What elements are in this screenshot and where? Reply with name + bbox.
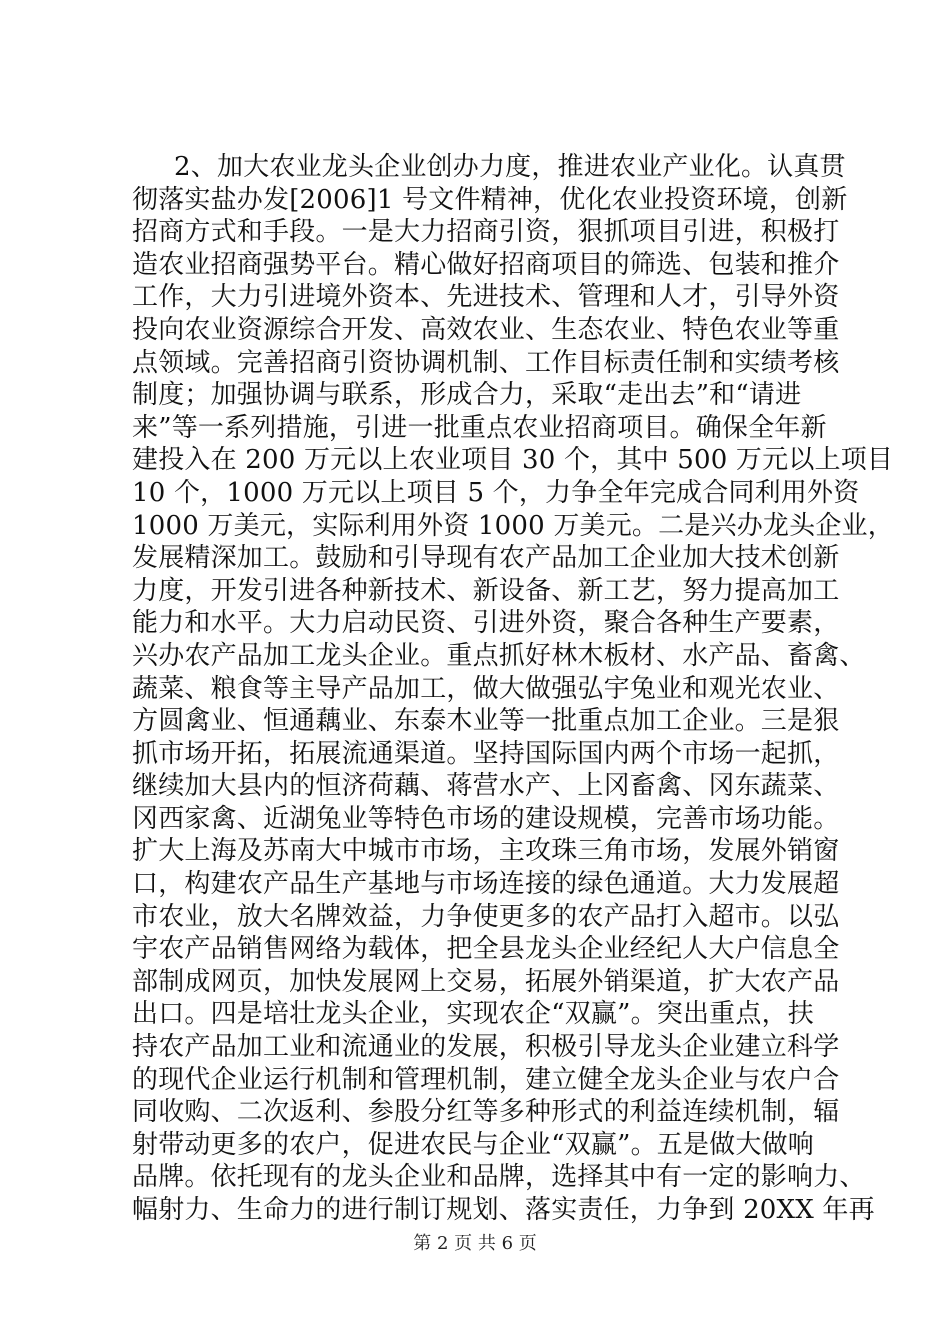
text-line: 同收购、二次返利、参股分红等多种形式的利益连续机制，辐 (132, 1097, 840, 1128)
text-line: 造农业招商强势平台。精心做好招商项目的筛选、包装和推介 (132, 249, 840, 280)
text-line: 的现代企业运行机制和管理机制，建立健全龙头企业与农户合 (132, 1064, 840, 1095)
text-line: 继续加大县内的恒济荷藕、蒋营水产、上冈畜禽、冈东蔬菜、 (132, 771, 840, 802)
body-paragraph (132, 151, 894, 1227)
text-line: 持农产品加工业和流通业的发展，积极引导龙头企业建立科学 (132, 1032, 840, 1063)
text-line: 蔬菜、粮食等主导产品加工，做大做强弘宇兔业和观光农业、 (132, 673, 840, 704)
text-line: 市农业，放大名牌效益，力争使更多的农产品打入超市。以弘 (132, 901, 840, 932)
page-footer: 第 2 页 共 6 页 (413, 1233, 537, 1254)
text-line: 招商方式和手段。一是大力招商引资，狠抓项目引进，积极打 (132, 217, 840, 248)
text-line: 点领域。完善招商引资协调机制、工作目标责任制和实绩考核 (132, 347, 840, 378)
text-line: 品牌。依托现有的龙头企业和品牌，选择其中有一定的影响力、 (132, 1162, 866, 1193)
text-line: 工作，大力引进境外资本、先进技术、管理和人才，引导外资 (132, 282, 840, 313)
text-line: 口，构建农产品生产基地与市场连接的绿色通道。大力发展超 (132, 869, 840, 900)
text-line: 宇农产品销售网络为载体，把全县龙头企业经纪人大户信息全 (132, 934, 840, 965)
text-line: 建投入在 200 万元以上农业项目 30 个，其中 500 万元以上项目 (132, 445, 894, 476)
text-line: 兴办农产品加工龙头企业。重点抓好林木板材、水产品、畜禽、 (132, 640, 866, 671)
text-line: 冈西家禽、近湖兔业等特色市场的建设规模，完善市场功能。 (132, 803, 840, 834)
text-line: 彻落实盐办发[2006]1 号文件精神，优化农业投资环境，创新 (132, 184, 848, 215)
text-line: 部制成网页，加快发展网上交易，拓展外销渠道，扩大农产品 (132, 966, 840, 997)
text-line: 幅射力、生命力的进行制订规划、落实责任，力争到 20XX 年再 (132, 1195, 875, 1225)
text-line: 来”等一系列措施，引进一批重点农业招商项目。确保全年新 (132, 412, 827, 443)
text-line: 射带动更多的农户，促进农民与企业“双赢”。五是做大做响 (132, 1129, 814, 1160)
text-line: 制度；加强协调与联系，形成合力，采取“走出去”和“请进 (132, 380, 802, 411)
text-line: 能力和水平。大力启动民资、引进外资，聚合各种生产要素， (132, 608, 840, 639)
text-line: 10 个，1000 万元以上项目 5 个，力争全年完成合同利用外资 (132, 477, 860, 508)
text-line: 发展精深加工。鼓励和引导现有农产品加工企业加大技术创新 (132, 543, 840, 574)
text-line: 1000 万美元，实际利用外资 1000 万美元。二是兴办龙头企业， (132, 510, 894, 541)
text-line: 方圆禽业、恒通藕业、东泰木业等一批重点加工企业。三是狠 (132, 706, 840, 737)
text-line: 出口。四是培壮龙头企业，实现农企“双赢”。突出重点，扶 (132, 999, 814, 1030)
text-line: 力度，开发引进各种新技术、新设备、新工艺，努力提高加工 (132, 575, 840, 606)
text-line: 投向农业资源综合开发、高效农业、生态农业、特色农业等重 (132, 314, 840, 345)
text-line: 抓市场开拓，拓展流通渠道。坚持国际国内两个市场一起抓， (132, 738, 840, 769)
text-line: 2、加大农业龙头企业创办力度，推进农业产业化。认真贯 (174, 152, 846, 182)
text-line: 扩大上海及苏南大中城市市场，主攻珠三角市场，发展外销窗 (132, 836, 840, 867)
